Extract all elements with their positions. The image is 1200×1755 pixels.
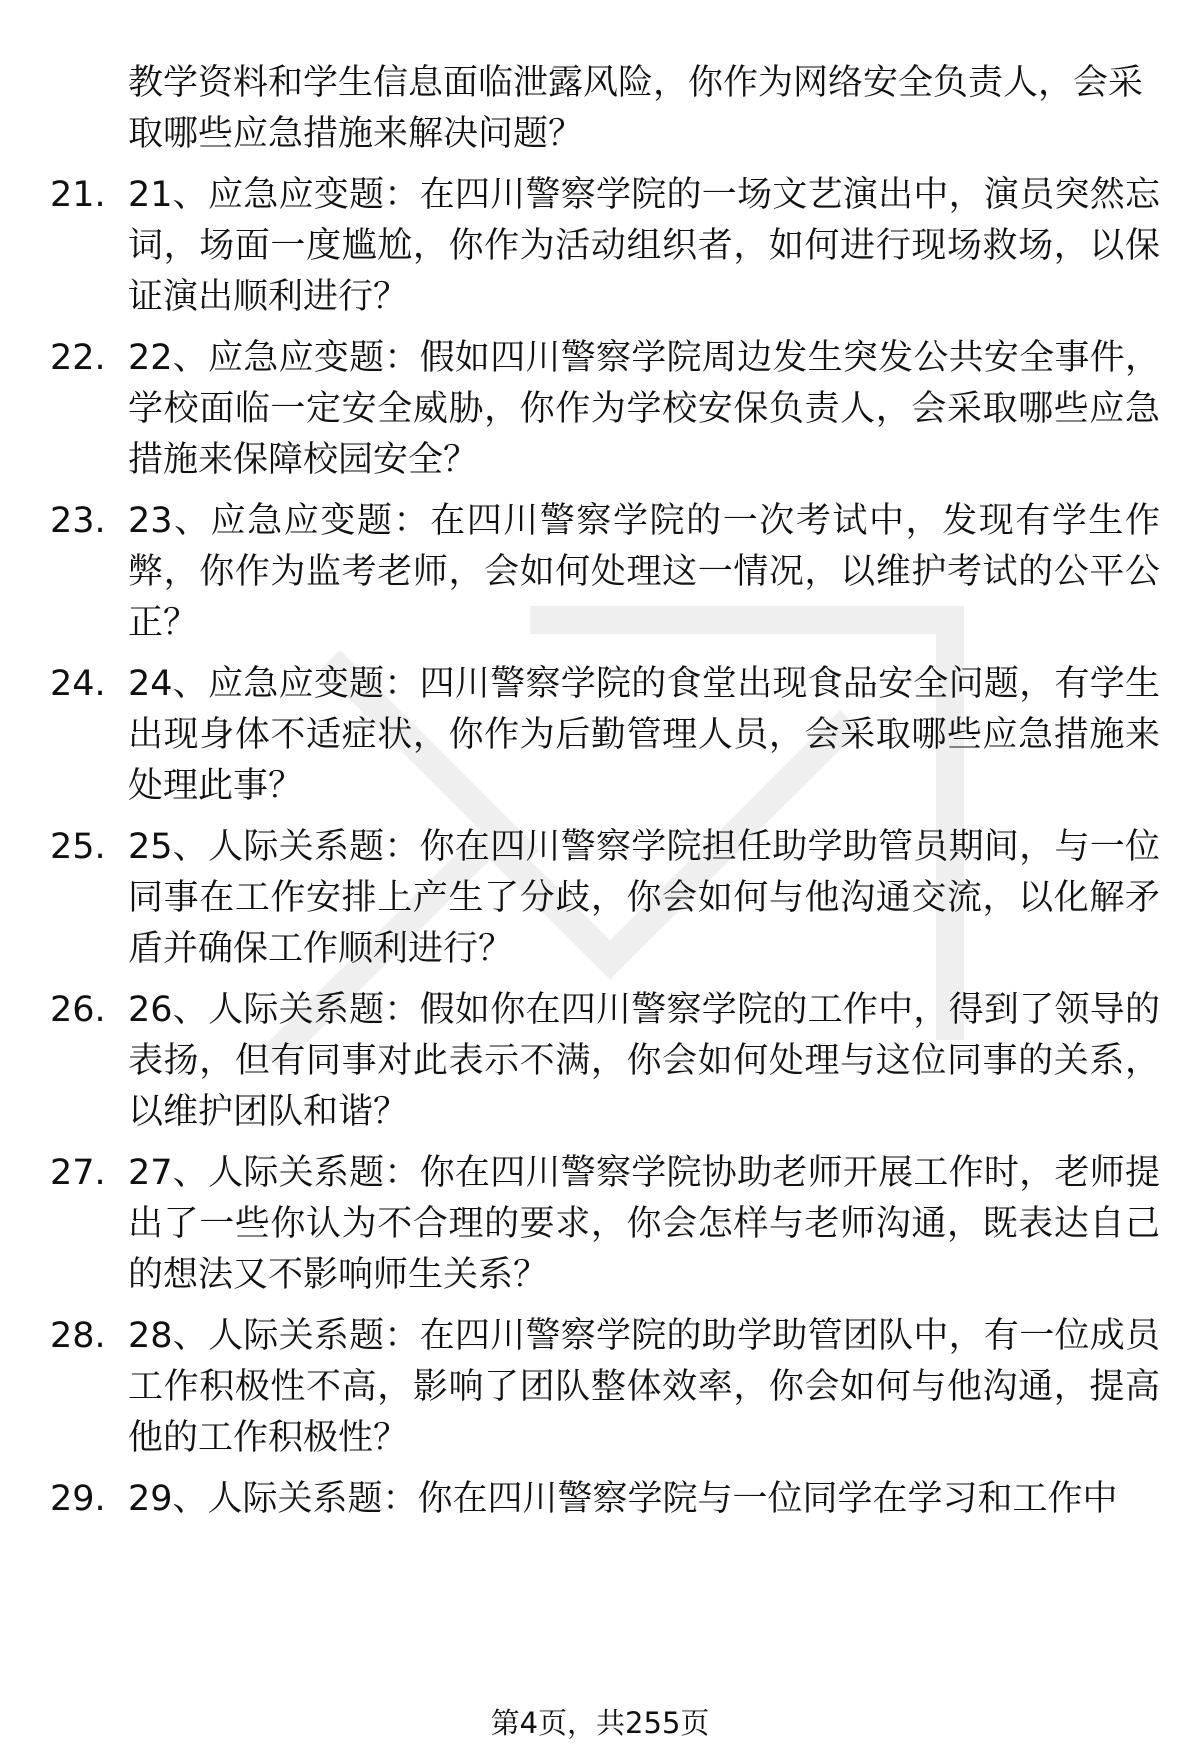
question-number: 23. xyxy=(50,501,106,541)
question-number: 29. xyxy=(50,1479,106,1519)
question-number: 24. xyxy=(50,664,106,704)
question-number: 26. xyxy=(50,990,106,1030)
continuation-paragraph: 教学资料和学生信息面临泄露风险，你作为网络安全负责人，会采取哪些应急措施来解决问题？ xyxy=(128,63,1144,154)
page-footer: 第4页，共255页 xyxy=(490,1706,710,1740)
question-number: 25. xyxy=(50,827,106,867)
question-text: 27、人际关系题：你在四川警察学院协助老师开展工作时，老师提出了一些你认为不合理的要求，你会怎样与老师沟通，既表达自己的想法又不影响师生关系？ xyxy=(128,1153,1160,1295)
question-text: 21、应急应变题：在四川警察学院的一场文艺演出中，演员突然忘词，场面一度尴尬，你作为活动组织者，如何进行现场救场，以保证演出顺利进行？ xyxy=(128,175,1160,317)
question-text: 28、人际关系题：在四川警察学院的助学助管团队中，有一位成员工作积极性不高，影响了团队整体效率，你会如何与他沟通，提高他的工作积极性？ xyxy=(128,1316,1160,1458)
question-number: 28. xyxy=(50,1316,106,1356)
question-number: 27. xyxy=(50,1153,106,1193)
question-number: 21. xyxy=(50,175,106,215)
question-text: 29、人际关系题：你在四川警察学院与一位同学在学习和工作中 xyxy=(128,1479,1118,1519)
question-number: 22. xyxy=(50,338,106,378)
question-text: 22、应急应变题：假如四川警察学院周边发生突发公共安全事件，学校面临一定安全威胁，你作为学校安保负责人，会采取哪些应急措施来保障校园安全？ xyxy=(128,338,1160,480)
question-text: 23、应急应变题：在四川警察学院的一次考试中，发现有学生作弊，你作为监考老师，会如何处理这一情况，以维护考试的公平公正？ xyxy=(128,501,1160,643)
question-text: 25、人际关系题：你在四川警察学院担任助学助管员期间，与一位同事在工作安排上产生了分歧，你会如何与他沟通交流，以化解矛盾并确保工作顺利进行？ xyxy=(128,827,1160,969)
question-text: 26、人际关系题：假如你在四川警察学院的工作中，得到了领导的表扬，但有同事对此表示不满，你会如何处理与这位同事的关系，以维护团队和谐？ xyxy=(128,990,1160,1132)
question-text: 24、应急应变题：四川警察学院的食堂出现食品安全问题，有学生出现身体不适症状，你作为后勤管理人员，会采取哪些应急措施来处理此事？ xyxy=(128,664,1160,806)
